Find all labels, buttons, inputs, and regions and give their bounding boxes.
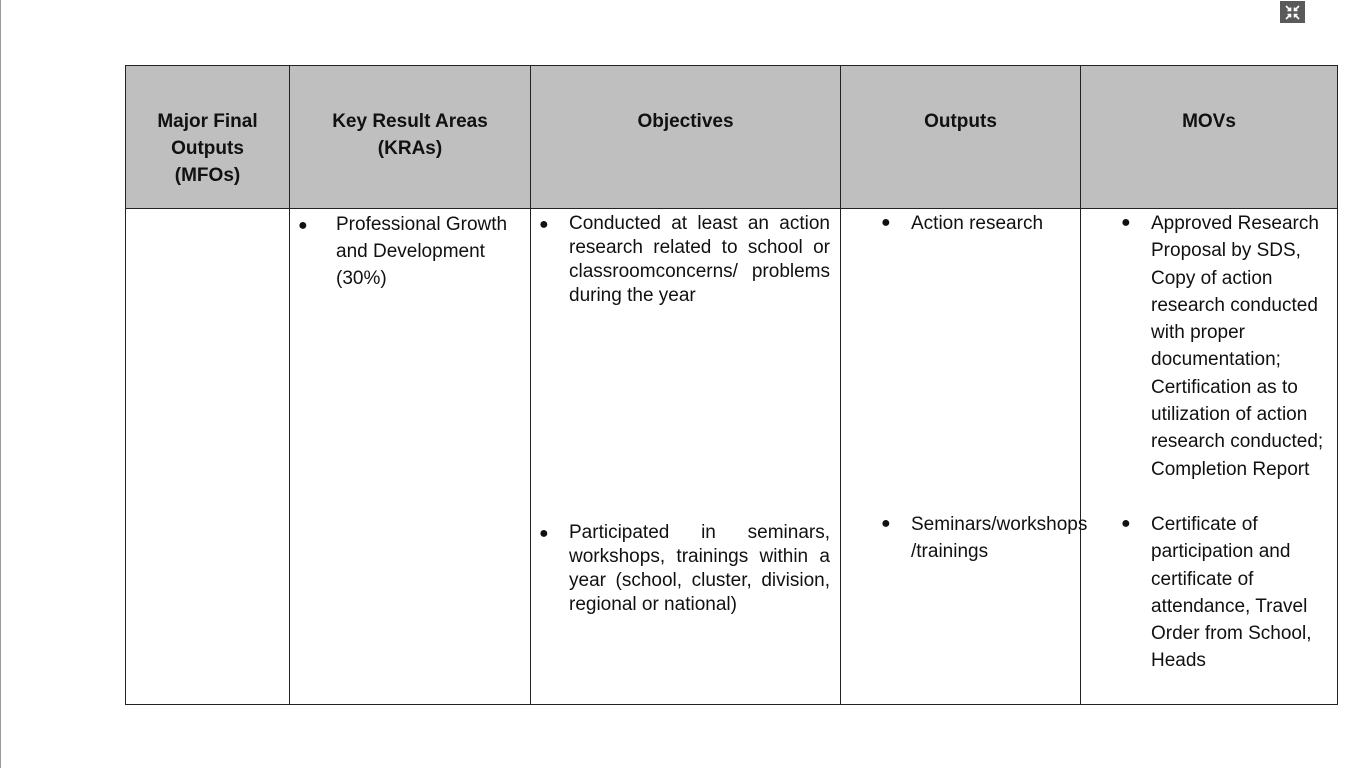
bullet-icon: ● (881, 515, 891, 532)
bullet-icon: ● (881, 214, 891, 231)
header-objectives: Objectives (531, 66, 841, 209)
viewer-frame-edge (0, 0, 1, 768)
exit-fullscreen-button[interactable] (1280, 1, 1305, 23)
bullet-icon: ● (539, 525, 549, 542)
header-kra: Key Result Areas (KRAs) (290, 66, 531, 209)
collapse-icon (1285, 5, 1300, 20)
outputs-cell: ● Action research ● Seminars/workshops /trainings (841, 209, 1081, 705)
objectives-cell: ● Conducted at least an action research related to school or classroomconcerns/ problems during the year ● Participated in seminars, workshops, trainings within a year (school, cluster, division, regional or national) (531, 209, 841, 705)
performance-table (125, 65, 1338, 705)
header-mfo: Major Final Outputs (MFOs) (126, 66, 290, 209)
bullet-icon: ● (1121, 515, 1131, 532)
kra-cell: ● Professional Growth and Development (30%) (290, 209, 531, 705)
table-header-row (126, 66, 1338, 209)
movs-cell: ● Approved Research Proposal by SDS, Copy of action research conducted with proper documentation; Certification as to utilization of action research conducted; Completion Report ● Certificate of participation and certificate of attendance, Travel Order from School, Heads (1081, 209, 1338, 705)
table-row (126, 209, 1338, 705)
bullet-icon: ● (1121, 214, 1131, 231)
bullet-icon: ● (298, 217, 308, 234)
mfo-cell (126, 209, 290, 705)
header-movs: MOVs (1081, 66, 1338, 209)
bullet-icon: ● (539, 216, 549, 233)
header-outputs: Outputs (841, 66, 1081, 209)
